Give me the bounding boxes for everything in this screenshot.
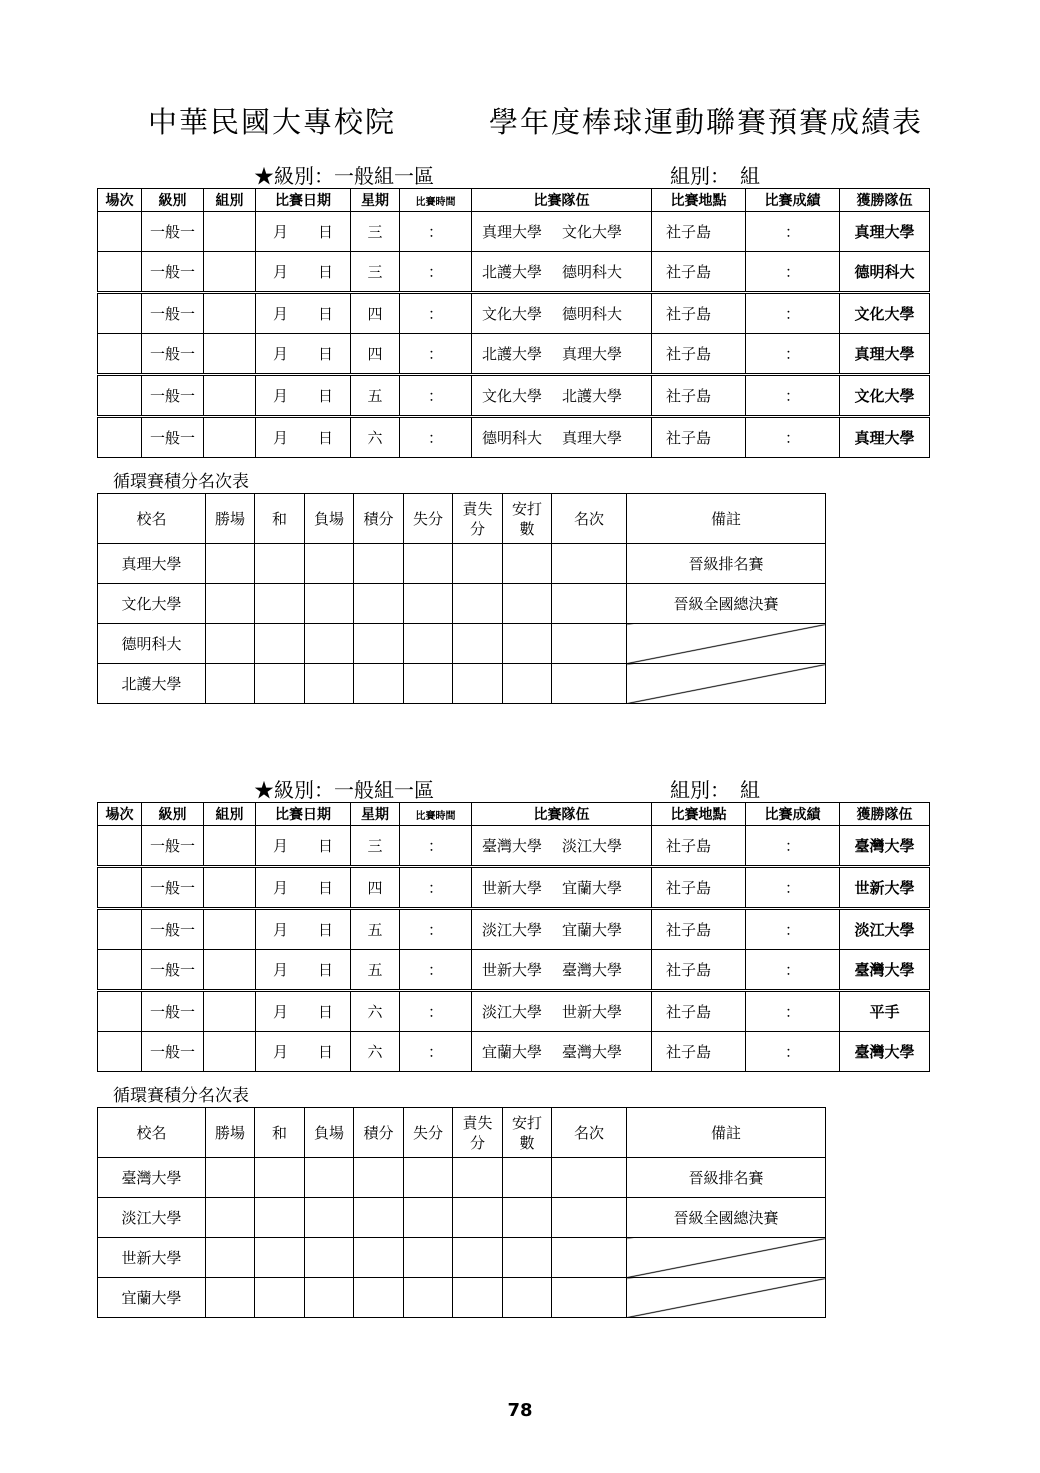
time-cell: ：	[400, 417, 472, 458]
day-label: 日	[318, 345, 334, 363]
group-cell	[204, 1032, 256, 1072]
level-cell: 一般一	[142, 212, 204, 252]
teams-cell	[472, 252, 652, 293]
day-label: 日	[318, 961, 334, 979]
earned-line2: 分	[469, 519, 485, 538]
header-match-no: 場次	[98, 803, 142, 826]
header-losses: 負場	[305, 1108, 354, 1158]
game-table	[97, 188, 930, 458]
standings-row	[98, 1158, 826, 1198]
teams-cell	[472, 334, 652, 375]
time-cell: ：	[400, 991, 472, 1032]
score-cell: ：	[746, 375, 840, 417]
school-cell: 世新大學	[98, 1238, 206, 1278]
standings-row	[98, 624, 826, 664]
header-wins: 勝場	[206, 494, 255, 544]
header-weekday: 星期	[351, 803, 400, 826]
header-place: 比賽地點	[652, 189, 746, 212]
match-no-cell	[98, 991, 142, 1032]
date-cell	[256, 867, 351, 909]
date-cell	[256, 909, 351, 950]
header-rank: 名次	[552, 1108, 627, 1158]
group-cell	[204, 375, 256, 417]
hits-line2: 數	[519, 1133, 535, 1152]
month-label: 月	[272, 961, 288, 979]
date-cell	[256, 1032, 351, 1072]
team1: 德明科大	[482, 429, 543, 447]
month-label: 月	[272, 1003, 288, 1021]
time-cell: ：	[400, 909, 472, 950]
teams-cell	[472, 293, 652, 334]
game-row	[98, 252, 930, 293]
team1: 北護大學	[482, 263, 543, 281]
place-cell: 社子島	[652, 252, 746, 293]
place-cell: 社子島	[652, 826, 746, 867]
level-label: ★級別：一般組一區	[254, 778, 434, 802]
earned-line1: 責失	[462, 499, 493, 518]
teams-cell	[472, 991, 652, 1032]
date-cell	[256, 950, 351, 991]
level-cell: 一般一	[142, 991, 204, 1032]
level-label: ★級別：一般組一區	[254, 164, 434, 188]
match-no-cell	[98, 950, 142, 991]
standings-header-row	[98, 1108, 826, 1158]
month-label: 月	[272, 305, 288, 323]
group-cell	[204, 212, 256, 252]
weekday-cell: 六	[351, 991, 400, 1032]
note-cell-struck	[627, 664, 826, 704]
header-group: 組別	[204, 189, 256, 212]
winner-cell: 真理大學	[840, 417, 930, 458]
team2: 宜蘭大學	[562, 879, 623, 897]
group-cell	[204, 867, 256, 909]
score-cell: ：	[746, 334, 840, 375]
game-row	[98, 417, 930, 458]
game-row	[98, 991, 930, 1032]
month-label: 月	[272, 345, 288, 363]
time-cell: ：	[400, 826, 472, 867]
teams-cell	[472, 1032, 652, 1072]
weekday-cell: 三	[351, 252, 400, 293]
team2: 文化大學	[562, 223, 623, 241]
winner-cell: 臺灣大學	[840, 1032, 930, 1072]
score-cell: ：	[746, 909, 840, 950]
team2: 德明科大	[562, 263, 623, 281]
score-cell: ：	[746, 991, 840, 1032]
header-winner: 獲勝隊伍	[840, 803, 930, 826]
day-label: 日	[318, 223, 334, 241]
page-number: 78	[507, 1400, 533, 1421]
standings-row	[98, 1238, 826, 1278]
teams-cell	[472, 909, 652, 950]
score-cell: ：	[746, 867, 840, 909]
match-no-cell	[98, 1032, 142, 1072]
match-no-cell	[98, 375, 142, 417]
match-no-cell	[98, 867, 142, 909]
header-score: 比賽成績	[746, 803, 840, 826]
day-label: 日	[318, 879, 334, 897]
time-cell: ：	[400, 334, 472, 375]
team2: 宜蘭大學	[562, 921, 623, 939]
weekday-cell: 四	[351, 293, 400, 334]
level-cell: 一般一	[142, 252, 204, 293]
match-no-cell	[98, 909, 142, 950]
group-label: 組別： 組	[670, 778, 760, 802]
winner-cell: 淡江大學	[840, 909, 930, 950]
header-school: 校名	[98, 1108, 206, 1158]
time-cell: ：	[400, 375, 472, 417]
header-school: 校名	[98, 494, 206, 544]
header-winner: 獲勝隊伍	[840, 189, 930, 212]
teams-cell	[472, 950, 652, 991]
date-cell	[256, 826, 351, 867]
header-level: 級別	[142, 803, 204, 826]
date-cell	[256, 212, 351, 252]
standings-row	[98, 544, 826, 584]
game-row	[98, 375, 930, 417]
time-cell: ：	[400, 867, 472, 909]
school-cell: 真理大學	[98, 544, 206, 584]
time-cell: ：	[400, 252, 472, 293]
header-earned-runs	[453, 494, 503, 544]
weekday-cell: 三	[351, 826, 400, 867]
header-note: 備註	[627, 1108, 826, 1158]
weekday-cell: 五	[351, 375, 400, 417]
match-no-cell	[98, 252, 142, 293]
note-cell-struck	[627, 624, 826, 664]
game-table	[97, 802, 930, 1072]
winner-cell: 世新大學	[840, 867, 930, 909]
game-header-row	[98, 803, 930, 826]
level-cell: 一般一	[142, 375, 204, 417]
teams-cell	[472, 826, 652, 867]
group-cell	[204, 293, 256, 334]
group-label: 組別： 組	[670, 164, 760, 188]
header-date: 比賽日期	[256, 189, 351, 212]
weekday-cell: 六	[351, 1032, 400, 1072]
group-cell	[204, 909, 256, 950]
game-row	[98, 826, 930, 867]
header-score: 比賽成績	[746, 189, 840, 212]
game-row	[98, 950, 930, 991]
group-cell	[204, 417, 256, 458]
header-runs-against: 失分	[404, 494, 453, 544]
standings-row	[98, 584, 826, 624]
note-cell: 晉級全國總決賽	[627, 1198, 826, 1238]
score-cell: ：	[746, 950, 840, 991]
month-label: 月	[272, 429, 288, 447]
header-group: 組別	[204, 803, 256, 826]
winner-cell: 文化大學	[840, 375, 930, 417]
group-cell	[204, 826, 256, 867]
month-label: 月	[272, 1043, 288, 1061]
winner-cell: 臺灣大學	[840, 826, 930, 867]
earned-line1: 責失	[462, 1113, 493, 1132]
level-cell: 一般一	[142, 1032, 204, 1072]
standings-row	[98, 1278, 826, 1318]
team1: 淡江大學	[482, 1003, 543, 1021]
header-date: 比賽日期	[256, 803, 351, 826]
game-header-row	[98, 189, 930, 212]
time-cell: ：	[400, 1032, 472, 1072]
time-cell: ：	[400, 950, 472, 991]
winner-cell: 德明科大	[840, 252, 930, 293]
match-no-cell	[98, 826, 142, 867]
team1: 世新大學	[482, 879, 543, 897]
teams-cell	[472, 212, 652, 252]
hits-line1: 安打	[511, 499, 542, 518]
place-cell: 社子島	[652, 909, 746, 950]
day-label: 日	[318, 921, 334, 939]
weekday-cell: 四	[351, 334, 400, 375]
game-row	[98, 334, 930, 375]
group-cell	[204, 252, 256, 293]
standings-table	[97, 493, 826, 704]
time-cell: ：	[400, 293, 472, 334]
note-cell-struck	[627, 1238, 826, 1278]
level-cell: 一般一	[142, 909, 204, 950]
score-cell: ：	[746, 826, 840, 867]
team2: 真理大學	[562, 345, 623, 363]
weekday-cell: 四	[351, 867, 400, 909]
weekday-cell: 五	[351, 909, 400, 950]
note-cell: 晉級全國總決賽	[627, 584, 826, 624]
team1: 真理大學	[482, 223, 543, 241]
header-teams: 比賽隊伍	[472, 189, 652, 212]
place-cell: 社子島	[652, 375, 746, 417]
game-row	[98, 212, 930, 252]
date-cell	[256, 293, 351, 334]
place-cell: 社子島	[652, 293, 746, 334]
header-hits	[503, 1108, 552, 1158]
note-cell: 晉級排名賽	[627, 1158, 826, 1198]
team2: 世新大學	[562, 1003, 623, 1021]
place-cell: 社子島	[652, 417, 746, 458]
school-cell: 淡江大學	[98, 1198, 206, 1238]
place-cell: 社子島	[652, 867, 746, 909]
game-row	[98, 867, 930, 909]
teams-cell	[472, 417, 652, 458]
weekday-cell: 三	[351, 212, 400, 252]
level-cell: 一般一	[142, 417, 204, 458]
standings-title: 循環賽積分名次表	[113, 472, 249, 492]
match-no-cell	[98, 334, 142, 375]
header-time: 比賽時間	[400, 803, 472, 826]
team2: 德明科大	[562, 305, 623, 323]
team2: 臺灣大學	[562, 961, 623, 979]
school-cell: 臺灣大學	[98, 1158, 206, 1198]
winner-cell: 臺灣大學	[840, 950, 930, 991]
score-cell: ：	[746, 212, 840, 252]
team1: 文化大學	[482, 387, 543, 405]
score-cell: ：	[746, 293, 840, 334]
game-row	[98, 909, 930, 950]
header-rank: 名次	[552, 494, 627, 544]
standings-row	[98, 664, 826, 704]
group-cell	[204, 334, 256, 375]
match-no-cell	[98, 293, 142, 334]
time-cell: ：	[400, 212, 472, 252]
header-runs-against: 失分	[404, 1108, 453, 1158]
team2: 真理大學	[562, 429, 623, 447]
hits-line2: 數	[519, 519, 535, 538]
header-time: 比賽時間	[400, 189, 472, 212]
standings-title: 循環賽積分名次表	[113, 1086, 249, 1106]
note-cell-struck	[627, 1278, 826, 1318]
team1: 淡江大學	[482, 921, 543, 939]
header-note: 備註	[627, 494, 826, 544]
header-earned-runs	[453, 1108, 503, 1158]
header-hits	[503, 494, 552, 544]
day-label: 日	[318, 305, 334, 323]
day-label: 日	[318, 429, 334, 447]
place-cell: 社子島	[652, 991, 746, 1032]
day-label: 日	[318, 1003, 334, 1021]
score-cell: ：	[746, 252, 840, 293]
group-cell	[204, 950, 256, 991]
team1: 宜蘭大學	[482, 1043, 543, 1061]
game-row	[98, 1032, 930, 1072]
month-label: 月	[272, 879, 288, 897]
header-points: 積分	[354, 1108, 404, 1158]
place-cell: 社子島	[652, 334, 746, 375]
day-label: 日	[318, 263, 334, 281]
earned-line2: 分	[469, 1133, 485, 1152]
team2: 淡江大學	[562, 837, 623, 855]
group-cell	[204, 991, 256, 1032]
school-cell: 德明科大	[98, 624, 206, 664]
note-cell: 晉級排名賽	[627, 544, 826, 584]
header-points: 積分	[354, 494, 404, 544]
winner-cell: 文化大學	[840, 293, 930, 334]
hits-line1: 安打	[511, 1113, 542, 1132]
header-level: 級別	[142, 189, 204, 212]
date-cell	[256, 252, 351, 293]
score-cell: ：	[746, 417, 840, 458]
month-label: 月	[272, 837, 288, 855]
school-cell: 文化大學	[98, 584, 206, 624]
teams-cell	[472, 867, 652, 909]
teams-cell	[472, 375, 652, 417]
day-label: 日	[318, 387, 334, 405]
month-label: 月	[272, 387, 288, 405]
level-cell: 一般一	[142, 293, 204, 334]
winner-cell: 真理大學	[840, 334, 930, 375]
level-cell: 一般一	[142, 826, 204, 867]
team1: 臺灣大學	[482, 837, 543, 855]
month-label: 月	[272, 223, 288, 241]
header-losses: 負場	[305, 494, 354, 544]
day-label: 日	[318, 1043, 334, 1061]
standings-row	[98, 1198, 826, 1238]
team2: 北護大學	[562, 387, 623, 405]
header-wins: 勝場	[206, 1108, 255, 1158]
date-cell	[256, 334, 351, 375]
level-cell: 一般一	[142, 867, 204, 909]
page-title: 中華民國大專校院 學年度棒球運動聯賽預賽成績表	[148, 105, 924, 139]
header-teams: 比賽隊伍	[472, 803, 652, 826]
day-label: 日	[318, 837, 334, 855]
match-no-cell	[98, 417, 142, 458]
header-draws: 和	[255, 1108, 305, 1158]
level-cell: 一般一	[142, 334, 204, 375]
header-match-no: 場次	[98, 189, 142, 212]
school-cell: 宜蘭大學	[98, 1278, 206, 1318]
score-cell: ：	[746, 1032, 840, 1072]
winner-cell: 真理大學	[840, 212, 930, 252]
weekday-cell: 五	[351, 950, 400, 991]
header-weekday: 星期	[351, 189, 400, 212]
date-cell	[256, 375, 351, 417]
place-cell: 社子島	[652, 1032, 746, 1072]
team1: 北護大學	[482, 345, 543, 363]
team1: 文化大學	[482, 305, 543, 323]
team1: 世新大學	[482, 961, 543, 979]
weekday-cell: 六	[351, 417, 400, 458]
month-label: 月	[272, 263, 288, 281]
winner-cell: 平手	[840, 991, 930, 1032]
month-label: 月	[272, 921, 288, 939]
level-cell: 一般一	[142, 950, 204, 991]
standings-header-row	[98, 494, 826, 544]
match-no-cell	[98, 212, 142, 252]
header-place: 比賽地點	[652, 803, 746, 826]
date-cell	[256, 417, 351, 458]
header-draws: 和	[255, 494, 305, 544]
game-row	[98, 293, 930, 334]
team2: 臺灣大學	[562, 1043, 623, 1061]
date-cell	[256, 991, 351, 1032]
place-cell: 社子島	[652, 950, 746, 991]
place-cell: 社子島	[652, 212, 746, 252]
standings-table	[97, 1107, 826, 1318]
school-cell: 北護大學	[98, 664, 206, 704]
